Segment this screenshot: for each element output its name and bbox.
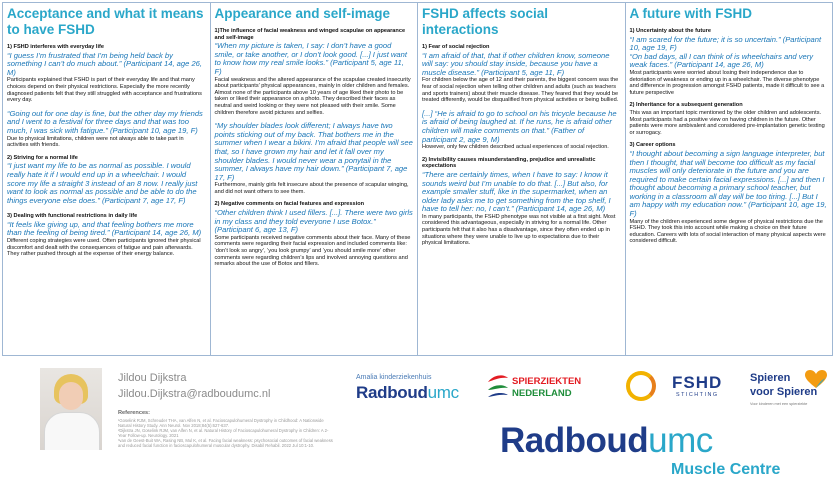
- participant-quote: “My shoulder blades look different; I always have two points sticking out of my back. That bothers me in the summer when I wear a bikini. I’m afraid that people will see that, so I have grown my hair and let it fall over my shoulder blades. I would never wear a ponytail in the summer, I always have my hair down.” (Participant 7, age 17, F): [214, 121, 413, 182]
- spierziekten-nederland-logo: [486, 372, 606, 402]
- body-text: This was an important topic mentioned by the older children and adolescents. Most participants had a positive view on having children in the future. Other patients were more ambivalent and considered pre-implantation genetic testing or surrogacy.: [629, 109, 825, 136]
- column-content: [422, 44, 621, 247]
- participant-quote: “I guess I’m frustrated that I’m being held back by something I can’t do much about.” (Participant 14, age 26, M): [7, 50, 203, 77]
- section-heading: 1) Uncertainty about the future: [629, 28, 711, 34]
- logo-part: umc: [648, 421, 713, 460]
- participant-quote: “Other children think I used fillers. [...]. There were two girls in my class and they told everyone I use Botox.” (Participant 6, age 13, F): [214, 208, 413, 235]
- amalia-logo-text: Amalia kinderziekenhuis: [356, 374, 432, 381]
- sn-swoosh-icon: [486, 372, 510, 400]
- author-email[interactable]: Jildou.Dijkstra@radboudumc.nl: [118, 388, 271, 400]
- participant-quote: “I am scared for the future; it is so uncertain.” (Participant 10, age 19, F): [629, 34, 822, 53]
- photo-face: [59, 382, 83, 410]
- body-text: Some participants received negative comments about their face. Many of these comments were regarding their facial expression and included comments like: ‘don’t look so angry’, ‘you look grumpy’ and ‘you should smile more’ other comments were regarding children’s lips and involved annoying questions and remarks about the use of Botox and fillers.: [214, 234, 411, 268]
- participant-quote: “On bad days, all I can think of is wheelchairs and very weak faces.” (Participant 14, age 26, M): [629, 51, 814, 70]
- svs-line1: Spieren: [750, 372, 791, 384]
- sn-line1: SPIERZIEKTEN: [512, 376, 582, 387]
- body-text: In many participants, the FSHD phenotype was not visible at a first sight. Most considered this advantageous, especially in striving for a normal life. Other participants felt that it also has a disadvantage, since they often ended up in situations where they were unable to live up to expectations due to their physical limitations.: [422, 213, 616, 247]
- section-heading: 1) FSHD interferes with everyday life: [7, 44, 104, 50]
- logo-part: Radboud: [356, 383, 428, 402]
- section-heading: 2) Invisibility causes misunderstanding, prejudice and unrealistic expectations: [422, 156, 596, 170]
- column-acceptance: [2, 2, 210, 356]
- participant-quote: “It feels like giving up, and that feeling bothers me more than the feeling of being tired.” (Participant 14, age 26, M): [7, 219, 202, 238]
- fshd-logo-text: FSHD: [672, 373, 723, 392]
- logo-part: Radboud: [500, 421, 649, 460]
- participant-quote: “I just want my life to be as normal as possible. I would really hate it if I would end up in a wheelchair. I would score my life a straight 3 instead of an 8 now. I really just want to look as normal as possible and be able to do the things everyone else does.” (Participant 7, age 17, F): [7, 161, 198, 205]
- column-future: [625, 2, 834, 356]
- svs-tagline: Voor kinderen met een spierziekte: [750, 402, 808, 406]
- body-text: However, only few children described actual experiences of social rejection.: [422, 144, 609, 151]
- spieren-voor-spieren-logo: [750, 366, 832, 412]
- fshd-logo-subtext: STICHTING: [676, 392, 719, 398]
- column-title: FSHD affects social interactions: [422, 6, 549, 37]
- references-list: [118, 418, 333, 449]
- column-title: A future with FSHD: [629, 6, 752, 21]
- column-title: Appearance and self-image: [214, 6, 391, 21]
- section-heading: 2) Negative comments on facial features and expression: [214, 201, 365, 208]
- participant-quote: “I am afraid of that, that if other children know, someone will say: you should stay inside, because you have a muscle disease.” (Participant 5, age 11, F): [422, 50, 610, 77]
- author-photo: [40, 368, 102, 450]
- references-title: References:: [118, 410, 151, 416]
- body-text: Different coping strategies were used. Often participants ignored their physical discomfort and dealt with the consequences of fatigue and pain afterwards. They rather pushed through at the expense of their energy balance.: [7, 238, 201, 258]
- column-content: [630, 28, 829, 245]
- reference-item: ³van de Geest-Buit WA, Rasing NB, Mul K, et al. Facing facial weakness: psychosocial outcomes of facial weakness and reduced facial function in facioscapulohumeral muscular dystrophy. Disabil Rehabil. 2022 Jul 10:1-10.: [118, 438, 333, 449]
- column-appearance: [210, 2, 418, 356]
- svs-line2: voor Spieren: [750, 386, 818, 398]
- body-text: Many of the children experienced some degree of physical restrictions due the FSHD. They took this into account while making a choice on their future education. Careers with lots of social interaction of many physical aspects were considered difficult.: [629, 218, 826, 245]
- section-heading: 1)The influence of facial weakness and winged scapulae on appearance and self-image: [214, 28, 406, 41]
- participant-quote: [...] “He is afraid to go to school on his tricycle because he is afraid of being laughed at. If he runs, he is afraid other children will make comments on that.” (Father of participant 2, age 9, M): [422, 108, 617, 144]
- spacer: [7, 205, 206, 210]
- body-text: Facial weakness and the altered appearance of the scapulae created insecurity about participants’ physical appearances, mainly in older children and females. Almost none of the participants above 10 years of age liked their photo to be taken or liked their appearance on a photo. They described their faces as neutral and weird looking or they were not pleased with their smile. Some children therefore avoid pictures and selfies.: [214, 76, 411, 116]
- photo-coat: [44, 412, 100, 450]
- participant-quote: “I thought about becoming a sign language interpreter, but then I thought, that will become too difficult as my facial muscles will only deteriorate in the future and you are required to make certain facial expressions. [...] and then I thought about becoming a primary school teacher, but working in a classroom all day will be too tiring. [...] But I am happy with my education now.” (Participant 10, age 19, F): [629, 148, 827, 219]
- amalia-radboud-logo: [356, 383, 459, 403]
- column-content: [215, 28, 414, 268]
- body-text: Participants explained that FSHD is part of their everyday life and that many choices depend on their physical restrictions. Especially the more recently diagnosed patients felt that they still struggled with acceptance and frustrations every day.: [7, 77, 202, 104]
- body-text: Due to physical limitations, children were not always able to take part in activities with friends.: [7, 135, 184, 149]
- fshd-ring-icon: [626, 371, 656, 401]
- column-content: [7, 44, 206, 258]
- muscle-centre-label: Muscle Centre: [671, 461, 781, 478]
- column-title: Acceptance and what it means to have FSHD: [7, 6, 204, 37]
- radboudumc-logo: [500, 422, 713, 460]
- footer: [0, 358, 835, 494]
- logo-part: umc: [427, 383, 459, 402]
- body-text: For children below the age of 12 and their parents, the biggest concern was the fear of social rejection when telling other children and adults (such as teachers and sports trainers) about their muscle disease. They feared that they would be treated differently, would be disqualified from physical activities or being bullied.: [422, 77, 619, 104]
- participant-quote: “When my picture is taken, I say: I don’t have a good smile, or take another, or I don’t look good. [...] I just want to know how my real smile looks.” (Participant 5, age 11, F): [214, 41, 407, 76]
- participant-quote: “Going out for one day is fine, but the other day my friends and I went to a festival for three days and that was too much, I was sick with fatigue.” (Participant 10, age 19, F): [7, 108, 203, 135]
- body-text: Furthermore, mainly girls felt insecure about the presence of scapular winging, and did not want others to see them.: [214, 182, 409, 195]
- body-text: Most participants were worried about losing their independence due to detoriation of weakness or ending up in a wheelchair. The diverse phenotype and difference in progression amongst FSHD patients, made it difficult to see a future perspective: [629, 69, 825, 96]
- reference-item: ²Dijkstra JN, Goselink RJM, van Alfen N, et al. Natural History of Facioscapulohumeral Dystrophy in Children: A 2-Year Follow-up. Neurology. 2021: [118, 428, 329, 439]
- author-name: Jildou Dijkstra: [118, 372, 187, 384]
- reference-item: ¹Goselink RJM, Schreuder THA, van Alfen N, et al. Facioscapulohumeral Dystrophy in Childhood: A Nationwide Natural History Study. Ann Neurol. Nov 2018;84(5):627-637.: [118, 418, 324, 429]
- participant-quote: “There are certainly times, when I have to say: I know it sounds weird but I’m unable to do that. [...] But also, for example smaller stuff, like in the supermarket, when an older lady asks me to get something from the top shelf, I have to tell her: no, I can’t.” (Participant 14, age 26, M): [422, 169, 611, 214]
- section-heading: 1) Fear of social rejection: [422, 44, 490, 50]
- fshd-stichting-logo: [626, 368, 736, 408]
- sn-line2: NEDERLAND: [512, 388, 572, 399]
- poster-columns: [2, 2, 833, 356]
- section-heading: 2) Inheritance for a subsequent generation: [629, 102, 743, 109]
- section-heading: 3) Career options: [629, 142, 676, 149]
- section-heading: 3) Dealing with functional restrictions in daily life: [7, 213, 138, 220]
- column-social: [417, 2, 625, 356]
- section-heading: 2) Striving for a normal life: [7, 154, 78, 161]
